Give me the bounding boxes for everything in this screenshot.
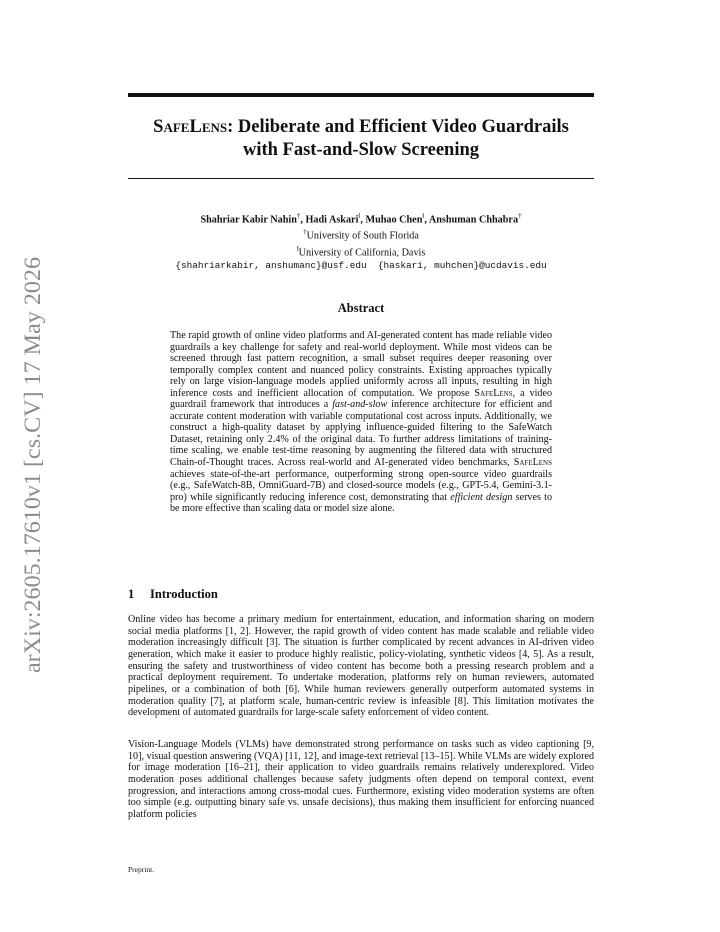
abstract-part: , a video guardrail framework that introduces a bbox=[170, 387, 552, 411]
affiliation-mark: † bbox=[303, 228, 307, 237]
section-title: Introduction bbox=[150, 587, 218, 601]
preprint-note: Preprint. bbox=[128, 865, 155, 874]
author-name: Anshuman Chhabra bbox=[428, 214, 519, 226]
section-number: 1 bbox=[128, 587, 135, 601]
body-paragraph: Vision-Language Models (VLMs) have demonstrated strong performance on tasks such as video captioning [9, 10], visual question answering (VQA) [11, 12], and image-text retrieval [13–15]. While VLMs are widely explored for image moderation [16–21], their application to video guardrails remains relatively underexplored. Video moderation poses additional challenges because safety judgments often depend on temporal context, event progression, and interactions among cross-modal cues. Furthermore, existing video moderation systems are often too simple (e.g. outputting binary safe vs. unsafe decisions), thus making them insufficient for enforcing nuanced platform policies bbox=[128, 739, 594, 820]
body-paragraph: Online video has become a primary medium for entertainment, education, and information sharing on modern social media platforms [1, 2]. However, the rapid growth of video content has made scalable and reliable video moderation increasingly difficult [3]. The situation is further complicated by recent advances in AI-driven video generation, which make it easier to produce highly realistic, policy-violating, synthetic videos [4, 5]. As a result, ensuring the safety and trustworthiness of video content has become both a pressing research problem and a practical deployment requirement. To undertake moderation, platforms rely on human reviewers, automated pipelines, or a combination of both [6]. While human reviewers generally outperform automated systems in moderation quality [7], at platform scale, human-centric review is infeasible [8]. This limitation motivates the development of automated guardrails for large-scale safety enforcement of video content. bbox=[128, 614, 594, 719]
abstract-part: serves to be more effective than scaling data or model size alone. bbox=[170, 491, 552, 515]
author-emails: {shahriarkabir, anshumanc}@usf.edu {haskari, muhchen}@ucdavis.edu bbox=[175, 260, 547, 272]
arxiv-stamp-text: arXiv:2605.17610v1 [cs.CV] 17 May 2026 bbox=[20, 275, 45, 673]
affiliation-text: University of California, Davis bbox=[298, 247, 426, 259]
abstract-part: The rapid growth of online video platforms and AI-generated content has made reliable video guardrails a key challenge for safety and real-world deployment. While most videos can be screened through fast pattern recognition, a small subset requires deeper reasoning over temporally complex content and nuanced policy constraints. Existing approaches typically rely on large vision-language models applied uniformly across all inputs, resulting in high inference costs and inefficient allocation of computation. We propose bbox=[170, 330, 552, 399]
abstract-emphasis: fast-and-slow bbox=[332, 399, 388, 411]
affiliation-mark: ‖ bbox=[422, 212, 425, 220]
author-name: Hadi Askari bbox=[305, 214, 359, 226]
affiliation-line bbox=[128, 243, 594, 259]
title-system-name: SafeLens bbox=[153, 117, 228, 137]
abstract-text bbox=[170, 330, 552, 515]
title-line2: with Fast-and-Slow Screening bbox=[242, 140, 480, 160]
affiliation-line bbox=[128, 226, 594, 242]
author-name: Shahriar Kabir Nahin bbox=[200, 214, 297, 226]
abstract-heading: Abstract bbox=[337, 301, 385, 315]
author-name: Muhao Chen bbox=[365, 214, 423, 226]
title-line1-rest: : Deliberate and Efficient Video Guardrails bbox=[227, 117, 569, 137]
system-name: SafeLens bbox=[474, 387, 513, 399]
affiliation-mark: † bbox=[296, 212, 301, 220]
author-sep: , bbox=[360, 214, 366, 226]
affiliation-text: University of South Florida bbox=[306, 230, 419, 242]
abstract-part: inference architecture for efficient and accurate content moderation with variable computational cost across inputs. Additionally, we construct a high-quality dataset by applying influence-guided filtering to the SafeWatch Dataset, retaining only 2.4% of the original data. To further address limitations of training-time scaling, we enable test-time reasoning by augmenting the filtered data with structured Chain-of-Thought traces. Across real-world and AI-generated video benchmarks, bbox=[170, 399, 552, 469]
title-rule-top bbox=[128, 93, 594, 97]
section-heading bbox=[128, 587, 218, 602]
author-sep: , bbox=[300, 214, 306, 226]
arxiv-stamp bbox=[10, 255, 50, 675]
affiliation-mark: ‖ bbox=[296, 244, 299, 253]
affiliation-mark: ‖ bbox=[358, 212, 361, 220]
title-rule-bottom bbox=[128, 178, 594, 179]
abstract-part: achieves state-of-the-art performance, outperforming strong open-source video guardrails (e.g., SafeWatch-8B, OmniGuard-7B) and closed-source models (e.g., GPT-5.4, Gemini-3.1-pro) while significantly reducing inference cost, demonstrating that bbox=[170, 468, 552, 503]
author-names bbox=[128, 210, 594, 226]
affiliation-mark: † bbox=[518, 212, 522, 220]
author-sep: , bbox=[424, 214, 429, 226]
abstract-emphasis: efficient design bbox=[450, 491, 513, 503]
author-block bbox=[128, 210, 594, 272]
system-name: SafeLens bbox=[513, 457, 552, 469]
paper-title bbox=[128, 116, 594, 162]
arxiv-stamp-svg bbox=[10, 255, 50, 675]
